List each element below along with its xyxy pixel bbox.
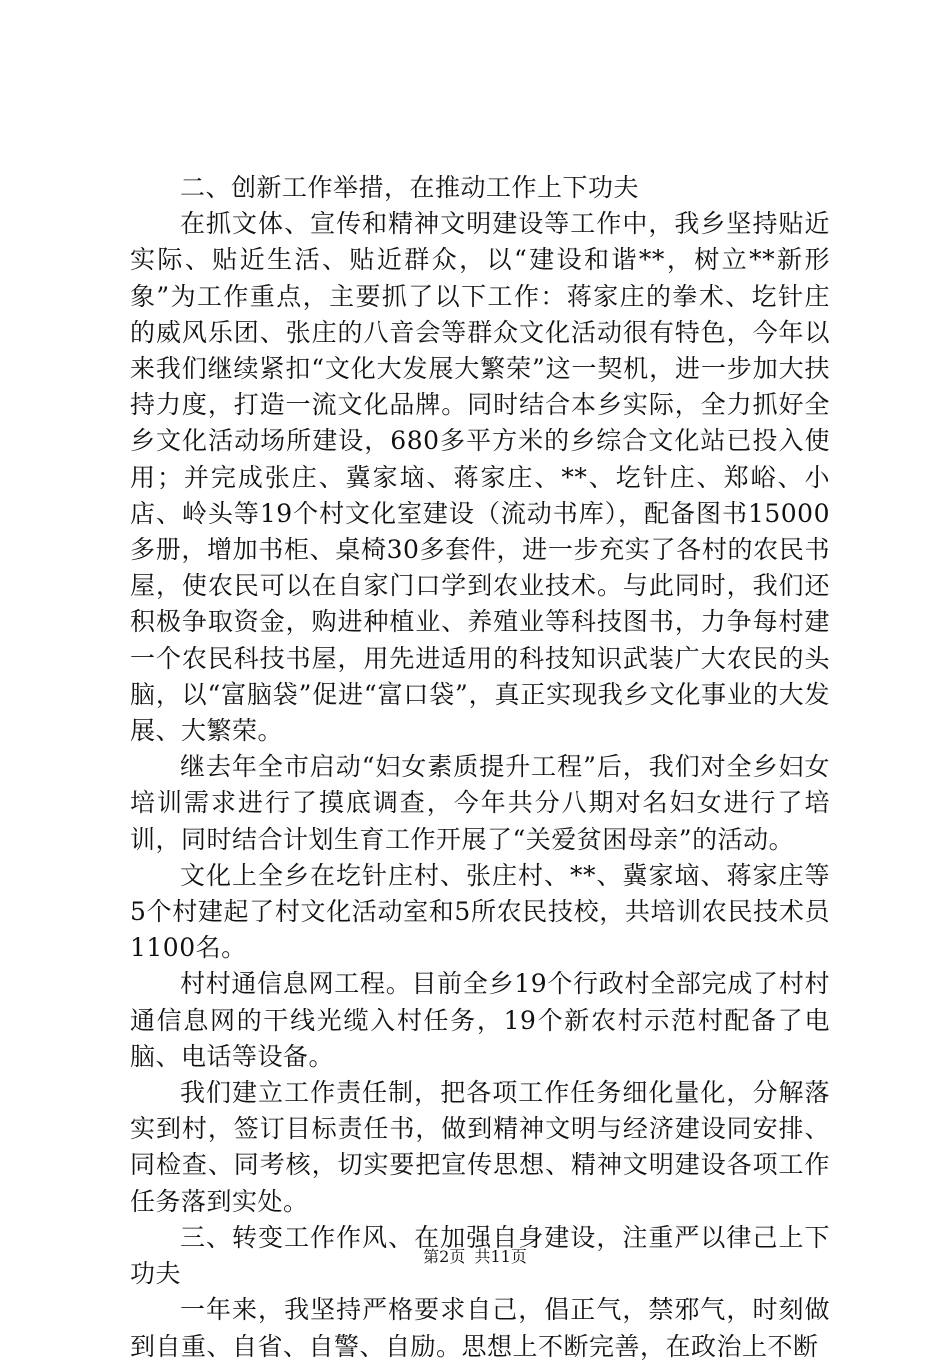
paragraph-responsibility: 我们建立工作责任制，把各项工作任务细化量化，分解落实到村，签订目标责任书，做到精神文明与经济建设同安排、同检查、同考核，切实要把宣传思想、精神文明建设各项工作任务落到实处。: [130, 1078, 830, 1216]
document-body: [130, 170, 830, 1365]
section-heading-work-style: 三、转变工作作风、在加强自身建设，注重严以律己上下功夫: [130, 1222, 830, 1289]
paragraph-village-culture: 文化上全乡在圪针庄村、张庄村、**、冀家垴、蒋家庄等5个村建起了村文化活动室和5所农民技校，共培训农民技术员1100名。: [130, 860, 830, 963]
page-number: 第2页: [423, 1247, 466, 1266]
paragraph-culture-work: 在抓文体、宣传和精神文明建设等工作中，我乡坚持贴近实际、贴近生活、贴近群众，以“建设和谐**，树立**新形象”为工作重点，主要抓了以下工作：蒋家庄的拳术、圪针庄的威风乐团、张庄的八音会等群众文化活动很有特色，今年以来我们继续紧扣“文化大发展大繁荣”这一契机，进一步加大扶持力度，打造一流文化品牌。同时结合本乡实际，全力抓好全乡文化活动场所建设，680多平方米的乡综合文化站已投入使用；并完成张庄、冀家垴、蒋家庄、**、圪针庄、郑峪、小店、岭头等19个村文化室建设（流动书库），配备图书15000多册，增加书柜、桌椅30多套件，进一步充实了各村的农民书屋，使农民可以在自家门口学到农业技术。与此同时，我们还积极争取资金，购进种植业、养殖业等科技图书，力争每村建一个农民科技书屋，用先进适用的科技知识武装广大农民的头脑，以“富脑袋”促进“富口袋”，真正实现我乡文化事业的大发展、大繁荣。: [130, 209, 830, 746]
paragraph-network-project: 村村通信息网工程。目前全乡19个行政村全部完成了村村通信息网的干线光缆入村任务，19个新农村示范村配备了电脑、电话等设备。: [130, 969, 830, 1071]
paragraph-self-discipline: 一年来，我坚持严格要求自己，倡正气，禁邪气，时刻做到自重、自省、自警、自励。思想上不断完善，在政治上不断: [130, 1295, 830, 1361]
section-heading-innovation: 二、创新工作举措，在推动工作上下功夫: [180, 173, 640, 202]
page-footer: [0, 1247, 950, 1267]
page-total: 共11页: [474, 1247, 527, 1266]
paragraph-women-training: 继去年全市启动“妇女素质提升工程”后，我们对全乡妇女培训需求进行了摸底调查，今年共分八期对名妇女进行了培训，同时结合计划生育工作开展了“关爱贫困母亲”的活动。: [130, 752, 830, 854]
